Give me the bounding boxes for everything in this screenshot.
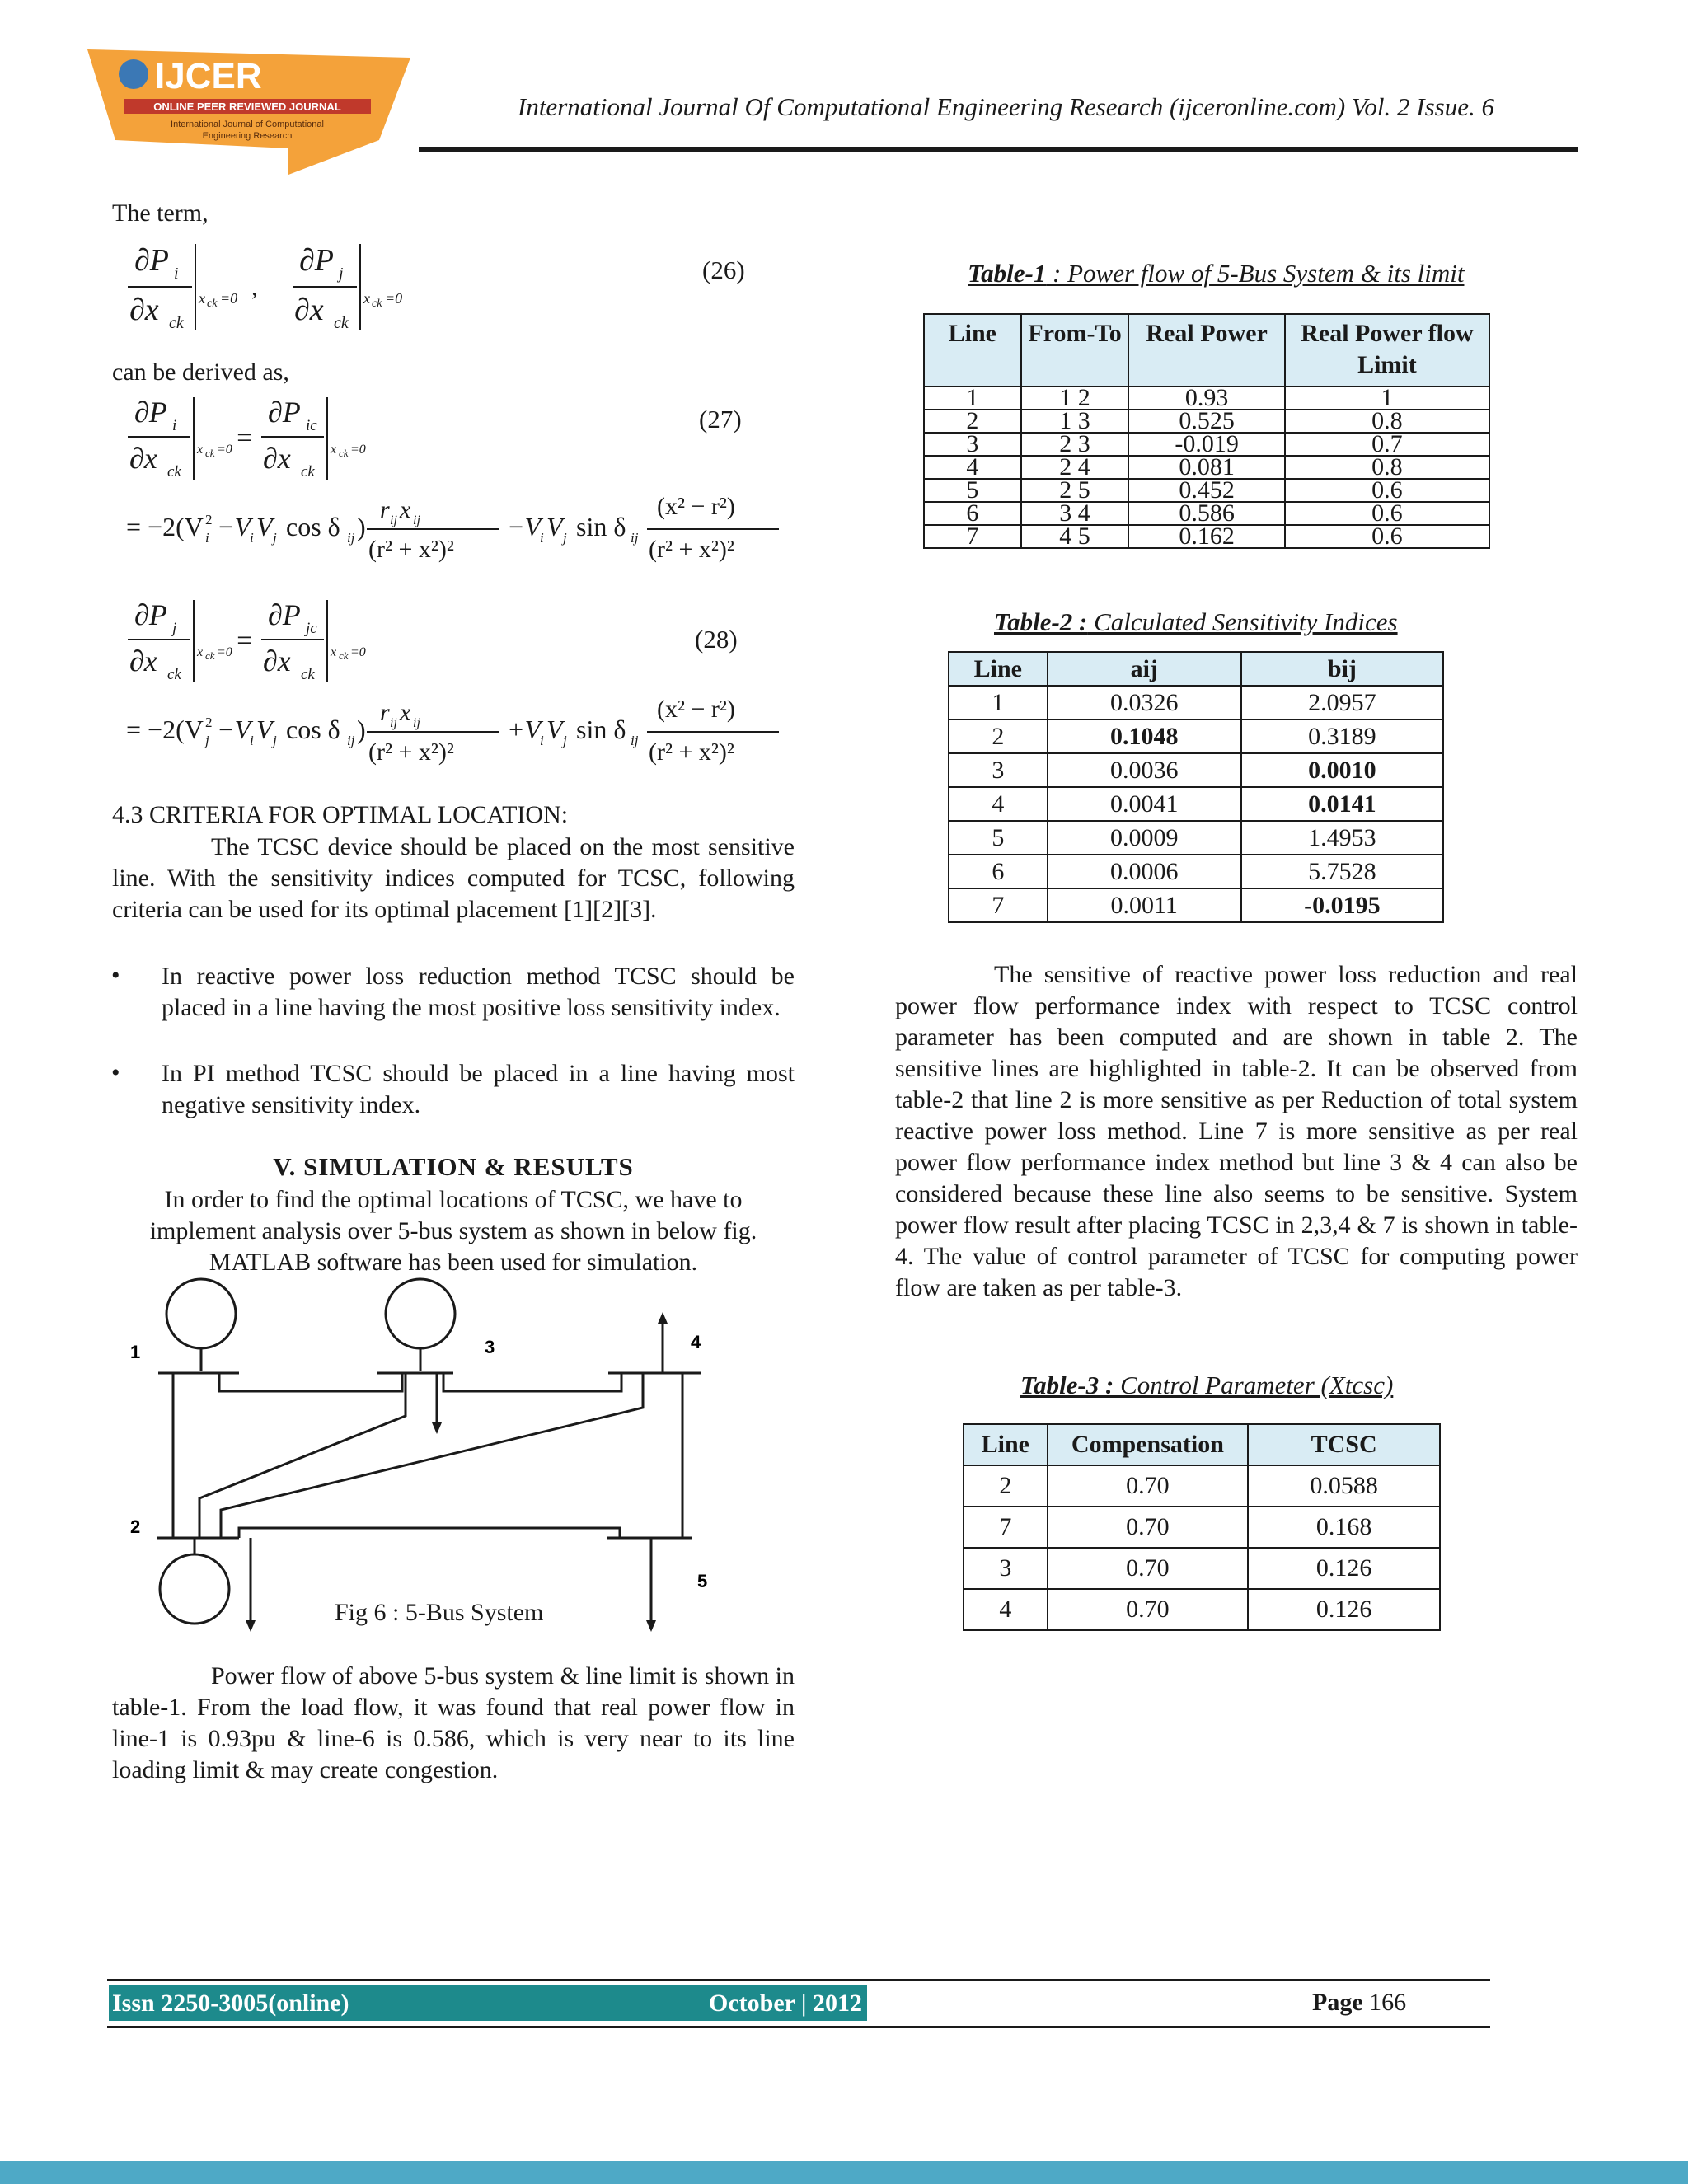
svg-text:−V: −V (507, 512, 542, 541)
svg-text:x: x (197, 443, 204, 457)
svg-text:cos δ: cos δ (286, 512, 340, 541)
svg-text:−V: −V (217, 512, 251, 541)
power-flow-paragraph: Power flow of above 5-bus system & line limit is shown in table-1. From the load flow, it was found that real power flow in line-1 is 0.93pu & line-6 is 0.586, which is very near to its line loading limit & may create congestion. (112, 1662, 795, 1783)
table-2-header-line: Line (949, 652, 1048, 686)
footer-top-rule (107, 1979, 1490, 1981)
svg-text:+V: +V (507, 715, 542, 744)
table-row: 5 0.0009 1.4953 (949, 821, 1443, 855)
table-row: 2 1 3 0.525 0.8 (924, 410, 1489, 433)
table-row: 3 2 3 -0.019 0.7 (924, 433, 1489, 456)
table-1 (923, 313, 1490, 549)
table-row: 1 0.0326 2.0957 (949, 686, 1443, 719)
table-2 (948, 651, 1444, 923)
section-5-paragraph: In order to find the optimal locations of TCSC, we have to implement analysis over 5-bus system as shown in below fig. MATLAB software has been used for simulation. (149, 1186, 757, 1276)
svg-text:j: j (273, 530, 277, 546)
svg-text:∂P: ∂P (134, 598, 167, 631)
svg-text:sin δ: sin δ (576, 715, 626, 744)
svg-text:ij: ij (413, 513, 420, 527)
bus-label-5: 5 (697, 1571, 708, 1591)
derived-label: can be derived as, (112, 359, 289, 386)
equation-28-number: (28) (695, 625, 738, 654)
svg-text:=0: =0 (385, 290, 403, 307)
svg-text:∂x: ∂x (129, 442, 157, 475)
footer-issn: Issn 2250-3005(online) (112, 1990, 349, 2017)
svg-text:ck: ck (169, 314, 184, 332)
svg-text:∂P: ∂P (299, 243, 334, 278)
generator-bus-3 (386, 1279, 455, 1348)
table-row: 1 1 2 0.93 1 (924, 387, 1489, 410)
table-row: 4 2 4 0.081 0.8 (924, 456, 1489, 479)
table-3-header-tcsc: TCSC (1248, 1424, 1440, 1465)
page-number: Page 166 (1312, 1989, 1407, 2016)
svg-text:ck: ck (207, 298, 218, 310)
footer-date: October | 2012 (709, 1990, 863, 2017)
bullet-2-text: In PI method TCSC should be placed in a line having most negative sensitivity index. (162, 1060, 795, 1118)
svg-text:=0: =0 (350, 443, 366, 457)
svg-text:∂x: ∂x (294, 293, 324, 327)
journal-logo (82, 43, 416, 175)
svg-text:ONLINE PEER REVIEWED JOURNAL: ONLINE PEER REVIEWED JOURNAL (153, 101, 341, 113)
svg-text:): ) (357, 715, 366, 744)
svg-text:ck: ck (301, 666, 315, 683)
svg-text:i: i (540, 530, 544, 546)
svg-text:2: 2 (205, 715, 213, 730)
table-3 (963, 1423, 1441, 1631)
svg-text:,: , (251, 274, 258, 301)
equation-28 (120, 595, 779, 776)
bus-label-2: 2 (130, 1516, 141, 1537)
svg-text:i: i (205, 530, 209, 546)
svg-text:=: = (235, 423, 254, 453)
svg-text:ck: ck (301, 463, 315, 480)
svg-text:ij: ij (390, 513, 397, 527)
table-3-caption: Table-3 : Control Parameter (Xtcsc) (1020, 1371, 1394, 1399)
table-row: 5 2 5 0.452 0.6 (924, 479, 1489, 502)
table-1-header-real-power: Real Power (1128, 314, 1284, 387)
the-term-label: The term, (112, 199, 209, 227)
svg-text:cos δ: cos δ (286, 715, 340, 744)
sensitivity-paragraph: The sensitive of reactive power loss reduction and real power flow performance index with respect to TCSC control parameter has been computed and are shown in table 2. The sensitive lines are highlighted in table-2. It can be observed from table-2 that line 2 is more sensitive as per Reduction of total system reactive power loss method. Line 7 is more sensitive as per real power flow performance index method but line 3 & 4 can also be considered because these line also seems to be sensitive. System power flow result after placing TCSC in 2,3,4 & 7 is shown in table-4. The value of control parameter of TCSC for computing power flow are taken as per table-3. (895, 961, 1578, 1301)
svg-text:i: i (172, 417, 177, 434)
equation-27-number: (27) (699, 405, 742, 434)
section-5-title: V. SIMULATION & RESULTS (273, 1152, 634, 1181)
svg-text:International Journal of Compu: International Journal of Computational (171, 120, 324, 129)
table-1-header-flow-limit: Real Power flow Limit (1285, 314, 1489, 387)
svg-text:∂x: ∂x (129, 644, 157, 677)
svg-text:jc: jc (306, 620, 317, 637)
svg-text:r: r (380, 699, 390, 726)
table-row: 7 0.0011 -0.0195 (949, 888, 1443, 922)
table-1-header-from-to: From-To (1021, 314, 1129, 387)
svg-text:i: i (540, 733, 544, 748)
table-row: 6 3 4 0.586 0.6 (924, 502, 1489, 525)
journal-header: International Journal Of Computational Engineering Research (ijceronline.com) Vol. 2 Issue. 6 (518, 92, 1494, 121)
table-row: 4 0.0041 0.0141 (949, 787, 1443, 821)
table-1-caption: Table-1 : Power flow of 5-Bus System & its limit (968, 259, 1465, 288)
table-row: 7 4 5 0.162 0.6 (924, 525, 1489, 548)
svg-text:V: V (256, 512, 273, 541)
svg-text:= −2(V: = −2(V (126, 715, 204, 744)
svg-text:ck: ck (339, 649, 349, 662)
svg-text:IJCER: IJCER (155, 56, 262, 96)
svg-text:=: = (235, 626, 254, 656)
svg-text:= −2(V: = −2(V (126, 512, 204, 541)
bullet-dot-2: • (111, 1059, 120, 1086)
bus-label-1: 1 (130, 1342, 141, 1362)
svg-text:∂P: ∂P (134, 396, 167, 429)
section-43-paragraph: The TCSC device should be placed on the most sensitive line. With the sensitivity indices computed for TCSC, following criteria can be used for its optimal placement [1][2][3]. (112, 833, 795, 923)
svg-text:j: j (563, 530, 567, 546)
equation-26-number: (26) (702, 255, 745, 284)
svg-text:ij: ij (413, 716, 420, 730)
svg-text:(x² − r²): (x² − r²) (657, 493, 735, 520)
svg-text:=0: =0 (220, 290, 238, 307)
svg-text:(r² + x²)²: (r² + x²)² (649, 536, 734, 563)
svg-text:∂x: ∂x (263, 644, 291, 677)
svg-text:i: i (250, 733, 254, 748)
table-row: 2 0.1048 0.3189 (949, 719, 1443, 753)
bus-label-4: 4 (691, 1332, 701, 1352)
table-2-header-bij: bij (1241, 652, 1443, 686)
svg-text:sin δ: sin δ (576, 512, 626, 541)
table-row: 3 0.70 0.126 (964, 1548, 1440, 1589)
five-bus-diagram (115, 1276, 725, 1638)
svg-text:): ) (357, 512, 366, 541)
section-43-title: 4.3 CRITERIA FOR OPTIMAL LOCATION: (112, 801, 569, 828)
svg-text:V: V (546, 512, 563, 541)
svg-text:ij: ij (390, 716, 397, 730)
svg-text:j: j (563, 733, 567, 748)
svg-text:V: V (546, 715, 563, 744)
svg-text:(r² + x²)²: (r² + x²)² (368, 536, 454, 563)
svg-text:r: r (380, 496, 390, 523)
table-3-header-compensation: Compensation (1048, 1424, 1249, 1465)
svg-text:ck: ck (205, 447, 215, 459)
svg-text:∂x: ∂x (129, 293, 159, 327)
svg-text:2: 2 (205, 512, 213, 527)
svg-text:ck: ck (205, 649, 215, 662)
bullet-dot-1: • (111, 962, 120, 989)
svg-text:x: x (400, 699, 411, 726)
svg-text:ck: ck (167, 463, 181, 480)
header-rule (419, 147, 1578, 152)
table-row: 6 0.0006 5.7528 (949, 855, 1443, 888)
figure-6-caption: Fig 6 : 5-Bus System (335, 1599, 544, 1626)
svg-text:ij: ij (631, 733, 639, 748)
svg-text:=0: =0 (217, 443, 232, 457)
table-row: 2 0.70 0.0588 (964, 1465, 1440, 1507)
svg-text:V: V (256, 715, 273, 744)
svg-text:x: x (400, 496, 411, 523)
svg-text:(x² − r²): (x² − r²) (657, 696, 735, 723)
svg-text:Engineering Research: Engineering Research (202, 131, 293, 141)
svg-text:=0: =0 (350, 645, 366, 659)
svg-text:ic: ic (306, 417, 317, 434)
bottom-band (0, 2161, 1688, 2184)
equation-26 (120, 237, 433, 336)
svg-text:x: x (331, 443, 337, 457)
svg-text:x: x (363, 290, 370, 307)
table-3-header-line: Line (964, 1424, 1048, 1465)
svg-text:x: x (199, 290, 205, 307)
svg-text:∂P: ∂P (268, 598, 301, 631)
svg-text:=0: =0 (217, 645, 232, 659)
svg-text:x: x (331, 645, 337, 659)
table-row: 3 0.0036 0.0010 (949, 753, 1443, 787)
svg-text:j: j (172, 620, 177, 637)
svg-text:(r² + x²)²: (r² + x²)² (368, 738, 454, 766)
svg-text:j: j (339, 265, 344, 283)
svg-text:ij: ij (347, 530, 355, 546)
generator-bus-1 (166, 1279, 236, 1348)
equation-27 (120, 392, 779, 574)
svg-text:j: j (205, 733, 209, 748)
svg-text:ck: ck (372, 298, 382, 310)
bus-label-3: 3 (485, 1337, 495, 1357)
svg-text:ck: ck (334, 314, 349, 332)
table-row: 4 0.70 0.126 (964, 1589, 1440, 1630)
svg-text:−V: −V (217, 715, 251, 744)
footer-bottom-rule (107, 2026, 1490, 2028)
bullet-1-text: In reactive power loss reduction method TCSC should be placed in a line having the most positive loss sensitivity index. (162, 963, 795, 1021)
svg-text:i: i (250, 530, 254, 546)
svg-text:ck: ck (167, 666, 181, 683)
svg-text:x: x (197, 645, 204, 659)
svg-text:∂P: ∂P (134, 243, 169, 278)
svg-text:∂x: ∂x (263, 442, 291, 475)
svg-text:ck: ck (339, 447, 349, 459)
table-2-header-aij: aij (1048, 652, 1241, 686)
svg-text:i: i (174, 265, 179, 283)
table-row: 7 0.70 0.168 (964, 1507, 1440, 1548)
svg-text:ij: ij (347, 733, 355, 748)
svg-text:∂P: ∂P (268, 396, 301, 429)
generator-bus-2 (160, 1554, 229, 1624)
svg-text:ij: ij (631, 530, 639, 546)
svg-text:j: j (273, 733, 277, 748)
table-1-header-line: Line (924, 314, 1021, 387)
svg-text:(r² + x²)²: (r² + x²)² (649, 738, 734, 766)
table-2-caption: Table-2 : Calculated Sensitivity Indices (994, 607, 1398, 636)
